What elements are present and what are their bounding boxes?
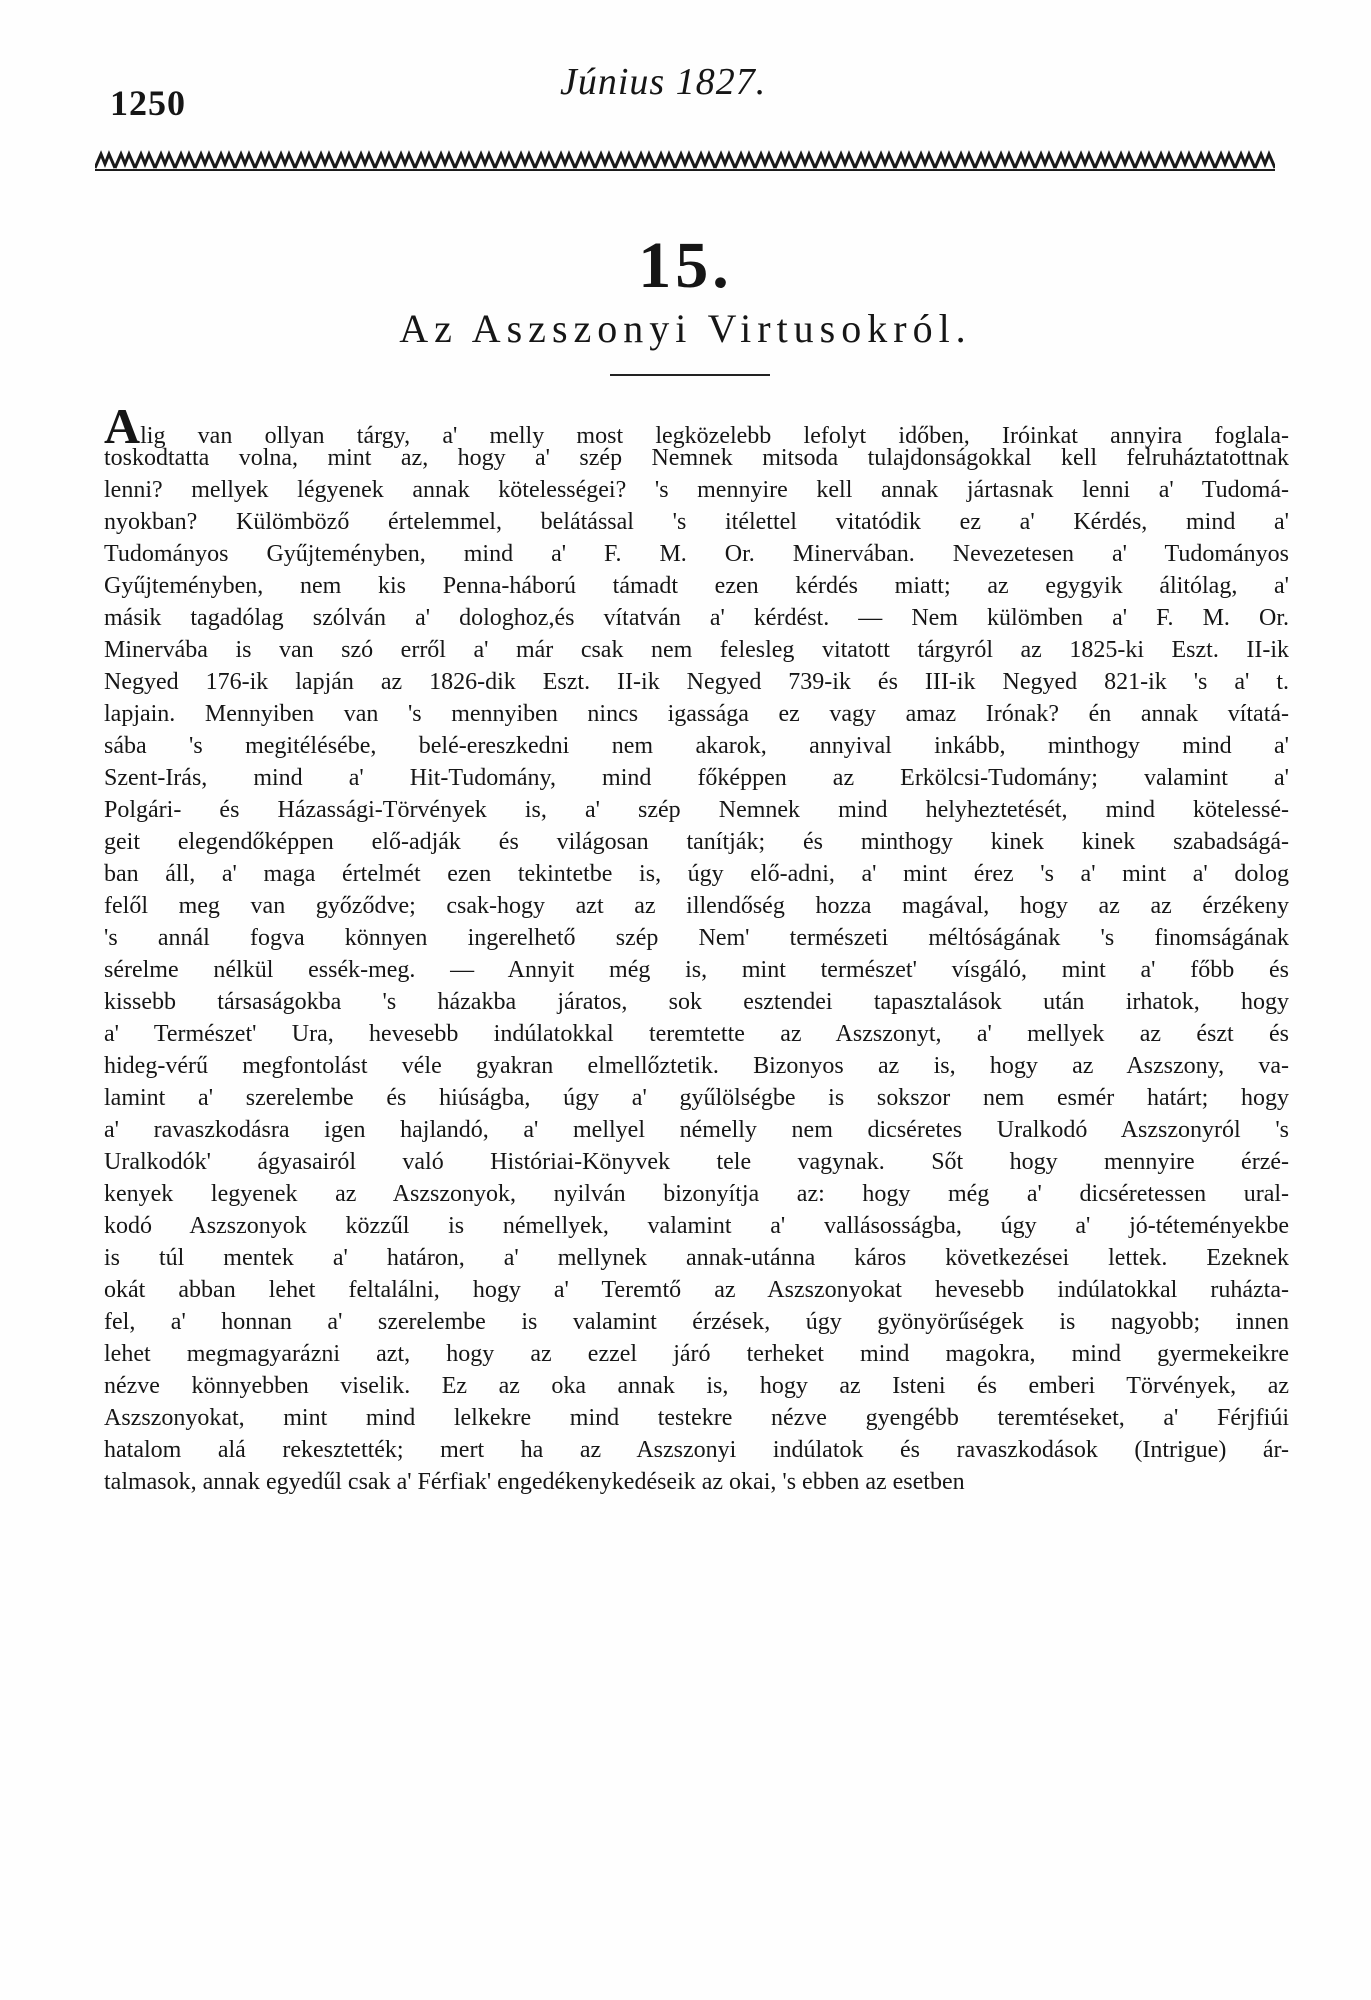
text-line: geit elegendőképpen elő-adják és világosan tanítják; és minthogy kinek kinek szabadságá- <box>104 829 1289 855</box>
text-line: a' Természet' Ura, hevesebb indúlatokkal teremtette az Aszszonyt, a' mellyek az észt és <box>104 1021 1289 1047</box>
text-line: nyokban? Külömböző értelemmel, belátással 's itélettel vitatódik ez a' Kérdés, mind a' <box>104 509 1289 535</box>
text-line: is túl mentek a' határon, a' mellynek annak-utánna káros következései lettek. Ezeknek <box>104 1245 1289 1271</box>
text-line: fel, a' honnan a' szerelembe is valamint érzések, úgy gyönyörűségek is nagyobb; innen <box>104 1309 1289 1335</box>
text-line: lenni? mellyek légyenek annak kötelességei? 's mennyire kell annak jártasnak lenni a' Tudomá- <box>104 477 1289 503</box>
text-line-1 <box>104 398 1289 454</box>
text-line: sérelme nélkül essék-meg. — Annyit még is, mint természet' vísgáló, mint a' főbb és <box>104 957 1289 983</box>
body-text <box>104 398 1289 1498</box>
text-line: kenyek legyenek az Aszszonyok, nyilván bizonyítja az: hogy még a' dicséretessen ural- <box>104 1181 1289 1207</box>
title-rule <box>610 374 770 376</box>
text-line: lamint a' szerelembe és hiúságba, úgy a' gyűlölségbe is sokszor nem esmér határt; hogy <box>104 1085 1289 1111</box>
page-number: 1250 <box>110 83 186 123</box>
text-line: toskodtatta volna, mint az, hogy a' szép Nemnek mitsoda tulajdonságokkal kell felruháztatottnak <box>104 445 1289 471</box>
drop-cap: A <box>104 398 141 454</box>
text-line: lapjain. Mennyiben van 's mennyiben nincs igassága ez vagy amaz Irónak? én annak vítatá- <box>104 701 1289 727</box>
section-title: Az Aszszonyi Virtusokról. <box>399 306 972 351</box>
text-line: kissebb társaságokba 's házakba járatos, sok esztendei tapasztalások után irhatok, hogy <box>104 989 1289 1015</box>
text-line: Gyűjteményben, nem kis Penna-háború támadt ezen kérdés miatt; az egygyik álitólag, a' <box>104 573 1289 599</box>
text-line: sába 's megitélésébe, belé-ereszkedni nem akarok, annyival inkább, minthogy mind a' <box>104 733 1289 759</box>
text-line: felől meg van győződve; csak-hogy azt az illendőség hozza magával, hogy az az érzékeny <box>104 893 1289 919</box>
text-line: Szent-Irás, mind a' Hit-Tudomány, mind főképpen az Erkölcsi-Tudomány; valamint a' <box>104 765 1289 791</box>
ornamental-border <box>95 150 1275 172</box>
running-head: Június 1827. <box>560 61 767 103</box>
text-line: Minervába is van szó erről a' már csak nem felesleg vitatott tárgyról az 1825-ki Eszt. II-ik <box>104 637 1289 663</box>
text-line: lehet megmagyarázni azt, hogy az ezzel járó terheket mind magokra, mind gyermekeikre <box>104 1341 1289 1367</box>
text-line: hatalom alá rekesztették; mert ha az Aszszonyi indúlatok és ravaszkodások (Intrigue) ár- <box>104 1437 1289 1463</box>
text-line: nézve könnyebben viselik. Ez az oka annak is, hogy az Isteni és emberi Törvények, az <box>104 1373 1289 1399</box>
text-line: Negyed 176-ik lapján az 1826-dik Eszt. II-ik Negyed 739-ik és III-ik Negyed 821-ik 's a' t. <box>104 669 1289 695</box>
text-line: okát abban lehet feltalálni, hogy a' Teremtő az Aszszonyokat hevesebb indúlatokkal ruházta- <box>104 1277 1289 1303</box>
text-line: a' ravaszkodásra igen hajlandó, a' mellyel némelly nem dicséretes Uralkodó Aszszonyról 's <box>104 1117 1289 1143</box>
text-line: Polgári- és Házassági-Törvények is, a' szép Nemnek mind helyheztetését, mind kötelessé- <box>104 797 1289 823</box>
text-line: kodó Aszszonyok közzűl is némellyek, valamint a' vallásosságba, úgy a' jó-téteményekbe <box>104 1213 1289 1239</box>
text-line: 's annál fogva könnyen ingerelhető szép Nem' természeti méltóságának 's finomságának <box>104 925 1289 951</box>
text-line: talmasok, annak egyedűl csak a' Férfiak' engedékenykedéseik az okai, 's ebben az esetben <box>104 1469 965 1495</box>
text-line: hideg-vérű megfontolást véle gyakran elmellőztetik. Bizonyos az is, hogy az Aszszony, va- <box>104 1053 1289 1079</box>
text-line: másik tagadólag szólván a' dologhoz,és vítatván a' kérdést. — Nem külömben a' F. M. Or. <box>104 605 1289 631</box>
text-line: ban áll, a' maga értelmét ezen tekintetbe is, úgy elő-adni, a' mint érez 's a' mint a' dolog <box>104 861 1289 887</box>
text-line: Aszszonyokat, mint mind lelkekre mind testekre nézve gyengébb teremtéseket, a' Férjfiúi <box>104 1405 1289 1431</box>
text-line-1-rest: lig van ollyan tárgy, a' melly most legközelebb lefolyt időben, Iróinkat annyira foglala- <box>140 423 1289 449</box>
text-line: Tudományos Gyűjteményben, mind a' F. M. Or. Minervában. Nevezetesen a' Tudományos <box>104 541 1289 567</box>
section-number: 15. <box>638 229 733 302</box>
text-line: Uralkodók' ágyasairól való Históriai-Könyvek tele vagynak. Sőt hogy mennyire érzé- <box>104 1149 1289 1175</box>
